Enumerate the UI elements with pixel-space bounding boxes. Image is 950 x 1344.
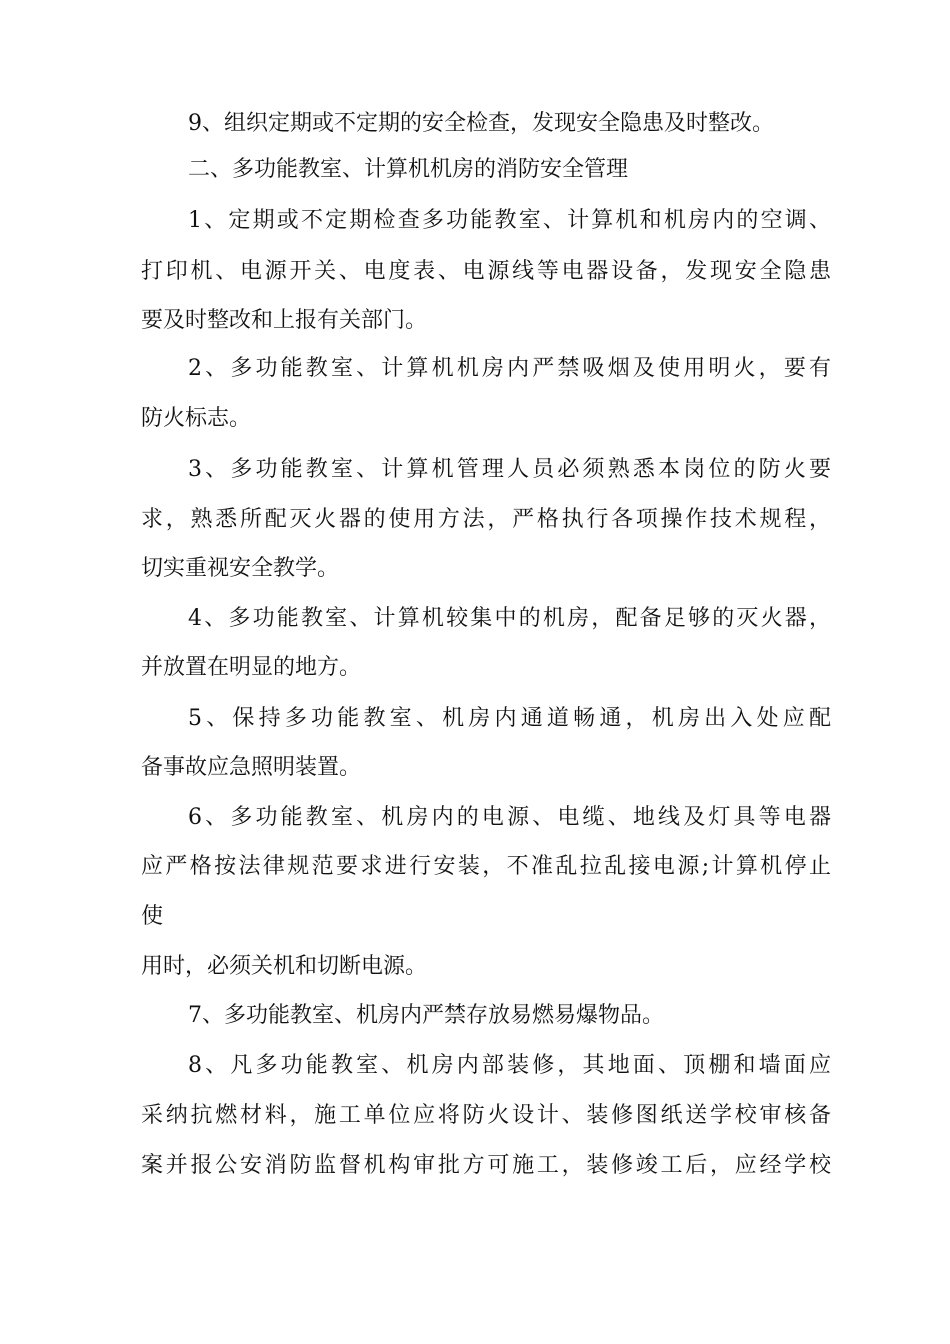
paragraph-6-line-1: 6、多功能教室、机房内的电源、电缆、地线及灯具等电器 (188, 805, 831, 830)
paragraph-5-line-2: 备事故应急照明装置。 (141, 755, 362, 780)
paragraph-2-line-2: 防火标志。 (141, 406, 252, 431)
paragraph-8-line-3: 案并报公安消防监督机构审批方可施工，装修竣工后，应经学校 (141, 1153, 831, 1178)
paragraph-1-line-1: 1、定期或不定期检查多功能教室、计算机和机房内的空调、 (188, 208, 831, 233)
paragraph-6-line-2: 应严格按法律规范要求进行安装，不准乱拉乱接电源;计算机停止 (141, 854, 831, 879)
paragraph-6-line-4: 用时，必须关机和切断电源。 (141, 954, 428, 979)
paragraph-3-line-1: 3、多功能教室、计算机管理人员必须熟悉本岗位的防火要 (188, 457, 831, 482)
paragraph-7-line-1: 7、多功能教室、机房内严禁存放易燃易爆物品。 (188, 1003, 664, 1028)
paragraph-9-line-1: 9、组织定期或不定期的安全检查，发现安全隐患及时整改。 (188, 111, 774, 136)
paragraph-2-line-1: 2、多功能教室、计算机机房内严禁吸烟及使用明火，要有 (188, 356, 831, 381)
paragraph-5-line-1: 5、保持多功能教室、机房内通道畅通，机房出入处应配 (188, 706, 831, 731)
paragraph-1-line-2: 打印机、电源开关、电度表、电源线等电器设备，发现安全隐患 (141, 259, 831, 284)
paragraph-3-line-3: 切实重视安全教学。 (141, 556, 340, 581)
paragraph-3-line-2: 求，熟悉所配灭火器的使用方法，严格执行各项操作技术规程， (141, 507, 831, 532)
paragraph-4-line-2: 并放置在明显的地方。 (141, 655, 362, 680)
paragraph-1-line-3: 要及时整改和上报有关部门。 (141, 308, 428, 333)
paragraph-8-line-1: 8、凡多功能教室、机房内部装修，其地面、顶棚和墙面应 (188, 1053, 831, 1078)
paragraph-4-line-1: 4、多功能教室、计算机较集中的机房，配备足够的灭火器， (188, 606, 831, 631)
paragraph-8-line-2: 采纳抗燃材料，施工单位应将防火设计、装修图纸送学校审核备 (141, 1103, 831, 1128)
paragraph-6-line-3: 使 (141, 904, 164, 929)
section-heading-2: 二、多功能教室、计算机机房的消防安全管理 (188, 157, 629, 182)
